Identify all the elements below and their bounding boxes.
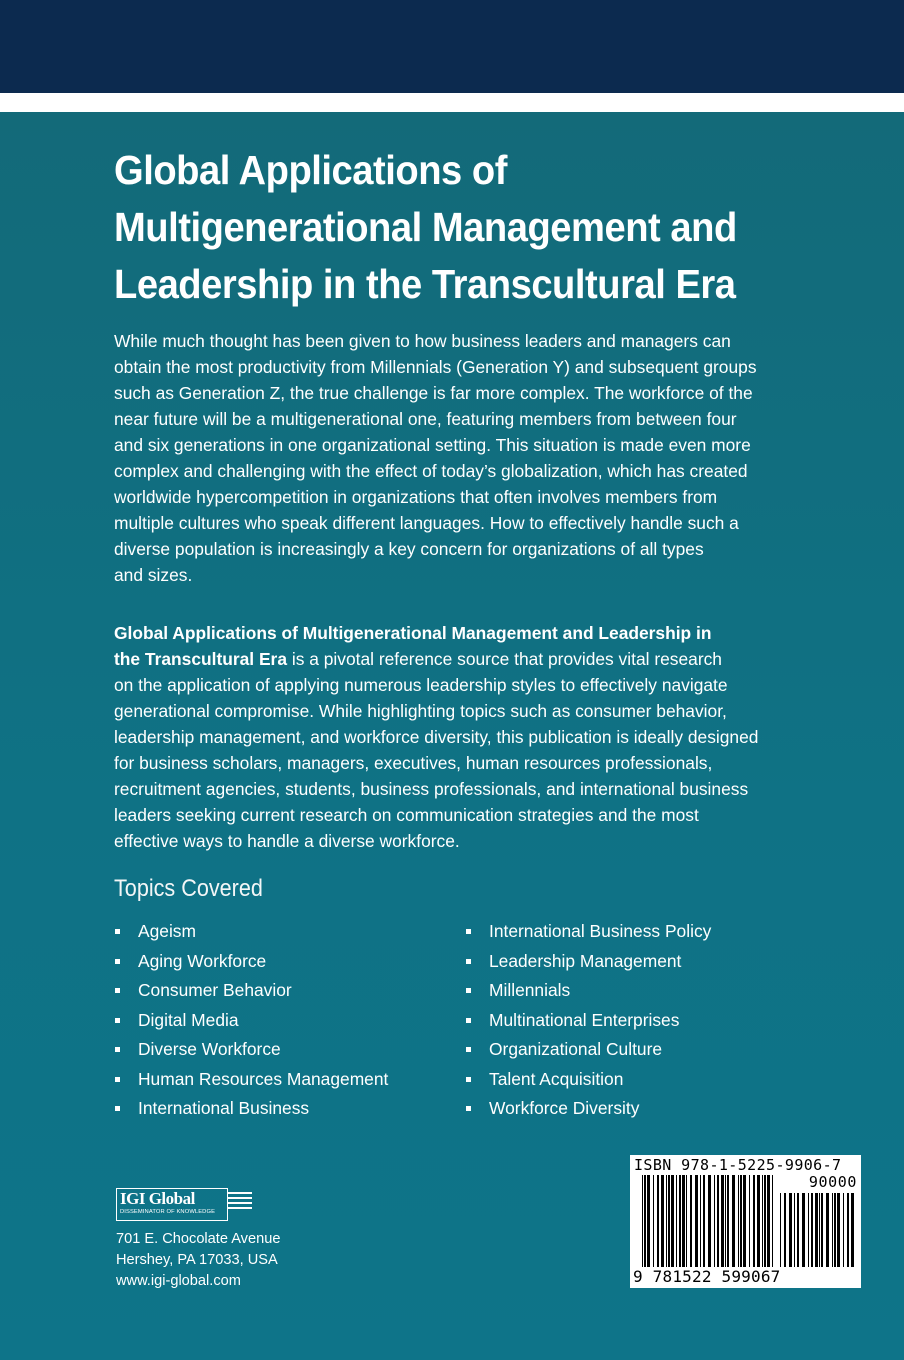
topic-item (465, 1006, 711, 1036)
barcode-bar (808, 1193, 809, 1267)
barcode-bar (834, 1193, 836, 1267)
barcode-bar (721, 1175, 724, 1267)
bullet-icon (466, 929, 471, 934)
barcode-bar (671, 1175, 674, 1267)
barcode-bar (703, 1175, 705, 1267)
topic-item (114, 1035, 388, 1065)
barcode-bar (762, 1175, 763, 1267)
topic-label: Diverse Workforce (138, 1039, 281, 1059)
bullet-icon (115, 1106, 120, 1111)
barcode-bar (714, 1175, 715, 1267)
description-paragraph-2 (114, 620, 804, 854)
bullet-icon (466, 1077, 471, 1082)
barcode-bar (725, 1175, 726, 1267)
topic-label: Consumer Behavior (138, 980, 292, 1000)
topic-item (465, 976, 711, 1006)
barcode-bar (738, 1175, 739, 1267)
barcode-bar (644, 1175, 646, 1267)
barcode-bar (679, 1175, 681, 1267)
ean-digits: 9 781522 599067 (633, 1267, 781, 1286)
bullet-icon (115, 1077, 120, 1082)
barcode-bar (772, 1175, 773, 1267)
topic-label: Millennials (489, 980, 571, 1000)
barcode-bar (657, 1175, 659, 1267)
barcode-bar (653, 1175, 654, 1267)
barcode-bar (764, 1175, 766, 1267)
isbn-number: ISBN 978-1-5225-9906-7 (634, 1156, 842, 1174)
topic-label: International Business (138, 1098, 310, 1118)
barcode-bar (767, 1175, 770, 1267)
barcode-bar (666, 1175, 667, 1267)
barcode-bar (668, 1175, 670, 1267)
barcode-bar (832, 1193, 833, 1267)
barcode-bar (794, 1193, 795, 1267)
white-stripe (0, 93, 904, 112)
barcode-bar (821, 1193, 823, 1267)
barcode-bar (642, 1175, 643, 1267)
bullet-icon (466, 1106, 471, 1111)
barcode-bar (686, 1175, 687, 1267)
topic-label: Multinational Enterprises (489, 1009, 680, 1030)
publisher-address: 701 E. Chocolate Avenue Hershey, PA 17033, USA www.igi-global.com (116, 1231, 281, 1289)
bullet-icon (115, 1018, 120, 1023)
barcode-bar (757, 1175, 760, 1267)
barcode-bar (837, 1193, 840, 1267)
barcode-bar (690, 1175, 692, 1267)
topic-label: Organizational Culture (489, 1039, 663, 1059)
topics-heading: Topics Covered (114, 875, 263, 902)
topics-list-right (465, 917, 711, 1124)
topic-item (465, 1065, 711, 1095)
topic-item (114, 1094, 388, 1124)
bullet-icon (466, 1047, 471, 1052)
barcode-bar (784, 1193, 786, 1267)
barcode-bar (811, 1193, 813, 1267)
topic-label: Workforce Diversity (489, 1098, 640, 1118)
barcode-bar (851, 1193, 854, 1267)
barcode-bar (647, 1175, 650, 1267)
barcode-bar (843, 1193, 844, 1267)
publisher-logo-brand: IGI Global (120, 1189, 195, 1208)
barcode-bar (676, 1175, 677, 1267)
topic-label: Aging Workforce (138, 950, 267, 971)
bullet-icon (115, 959, 120, 964)
bullet-icon (466, 988, 471, 993)
topic-item (465, 947, 711, 977)
book-title-inline: Global Applications of Multigenerational Management and Leadership in the Transcultural Era (114, 623, 712, 669)
price-code: 90000 (808, 1173, 857, 1191)
topic-item (465, 917, 711, 947)
barcode-bar (740, 1175, 742, 1267)
topic-item (114, 976, 388, 1006)
topic-label: International Business Policy (489, 921, 712, 941)
barcode-bar (753, 1175, 755, 1267)
barcode-bar (780, 1193, 781, 1267)
description-paragraph-2-text: is a pivotal reference source that provides vital research on the application of applying numerous leadership styles to effectively navigate generational compromise. While highlighting topics such as consumer behavior, leadership management, and workforce diversity, this publication is ideally designed for business scholars, managers, executives, human resources professionals, recruitment agencies, students, business professionals, and international business leaders seeking current research on communication strategies and the most effective ways to handle a diverse workforce. (114, 649, 759, 851)
publisher-logo (116, 1188, 228, 1221)
barcode-label (630, 1155, 861, 1288)
barcode-bar (717, 1175, 719, 1267)
logo-stripes-icon (228, 1192, 252, 1216)
topic-label: Ageism (138, 921, 196, 941)
barcode-bar (743, 1175, 746, 1267)
book-title: Global Applications of Multigenerational Management and Leadership in the Transcultural Era (114, 147, 737, 307)
barcode-bar (695, 1175, 698, 1267)
topic-item (114, 1065, 388, 1095)
description-paragraph-1: While much thought has been given to how business leaders and managers can obtain the most productivity from Millennials (Generation Y) and subsequent groups such as Generation Z, the true challenge is far more complex. The workforce of the near future will be a multigenerational one, featuring members from between four and six generations in one organizational setting. This situation is made even more complex and challenging with the effect of today’s globalization, which has created worldwide hypercompetition in organizations that often involves members from multiple cultures who speak different languages. How to effectively handle such a diverse population is increasingly a key concern for organizations of all types and sizes. (114, 331, 757, 585)
bullet-icon (466, 1018, 471, 1023)
topic-item (465, 1094, 711, 1124)
barcode-bar (819, 1193, 820, 1267)
topic-item (114, 947, 388, 977)
topic-label: Digital Media (138, 1009, 239, 1030)
topic-item (114, 1006, 388, 1036)
publisher-logo-tagline: DISSEMINATOR OF KNOWLEDGE (120, 1209, 216, 1215)
topic-item (465, 1035, 711, 1065)
bullet-icon (115, 988, 120, 993)
bullet-icon (115, 1047, 120, 1052)
bullet-icon (466, 959, 471, 964)
barcode-bar (826, 1193, 829, 1267)
topic-label: Human Resources Management (138, 1068, 389, 1089)
barcode-bar (732, 1175, 735, 1267)
top-navy-band (0, 0, 904, 93)
barcode-bar (797, 1193, 799, 1267)
barcode-bar (749, 1175, 750, 1267)
topic-label: Talent Acquisition (489, 1068, 624, 1089)
barcode-bar (700, 1175, 701, 1267)
barcode-bar (815, 1193, 818, 1267)
topics-list-left (114, 917, 388, 1124)
barcode-bar (661, 1175, 664, 1267)
barcode-bar (802, 1193, 805, 1267)
topic-item (114, 917, 388, 947)
barcode-bar (789, 1193, 792, 1267)
barcode-bar (708, 1175, 711, 1267)
barcode-bar (682, 1175, 685, 1267)
barcode-bar (727, 1175, 729, 1267)
bullet-icon (115, 929, 120, 934)
topic-label: Leadership Management (489, 950, 682, 971)
barcode-bar (847, 1193, 849, 1267)
